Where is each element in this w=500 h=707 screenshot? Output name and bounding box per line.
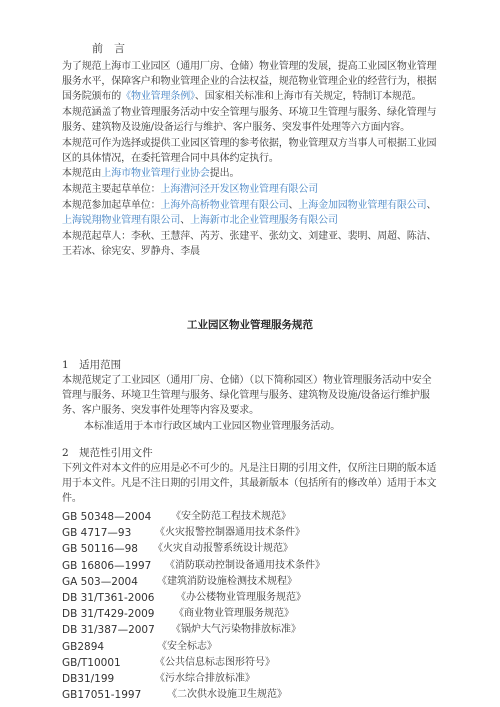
text: 国务院颁布的: [62, 91, 122, 102]
foreword-line: 区的具体情况，在委托管理合同中具体约定执行。: [62, 153, 279, 164]
company-link[interactable]: 上海新市北企业管理服务有限公司: [190, 215, 338, 226]
reference-item: [62, 559, 462, 573]
text: 本规范由: [62, 168, 102, 179]
reference-code: GB17051-1997: [62, 689, 142, 702]
section-line: 务、客户服务、突发事件处理等内容及要求。: [62, 405, 259, 416]
reference-item: [62, 672, 462, 686]
reference-code: GB2894: [62, 640, 105, 653]
reference-code: DB 31/T361-2006: [62, 592, 155, 604]
reference-title: 《火灾报警控制器通用技术条件》: [155, 527, 305, 539]
foreword-line: 王若冰、徐宪安、罗静舟、李晨: [62, 246, 200, 257]
reference-item: [62, 526, 462, 540]
reference-code: GB 16806—1997: [62, 559, 152, 572]
text: 本规范参加起草单位：: [62, 200, 161, 211]
foreword-line: 本规范涵盖了物业管理服务活动中安全管理与服务、环境卫生管理与服务、绿化管理与: [62, 107, 437, 118]
foreword-line: 服务、建筑物及设施/设备运行与维护、客户服务、突发事件处理等六方面内容。: [62, 122, 410, 133]
section-heading: 2 规范性引用文件: [62, 447, 153, 459]
reference-code: DB 31/387—2007: [62, 624, 155, 637]
text: 提出。: [209, 168, 240, 179]
reference-item: [62, 688, 462, 702]
company-link[interactable]: 上海漕河泾开发区物业管理有限公司: [160, 184, 319, 195]
document-title: 工业园区物业管理服务规范: [187, 319, 313, 331]
text: 、: [288, 200, 299, 211]
reference-code: GB 50116—98: [62, 543, 138, 556]
reference-code: GB 50348—2004: [62, 511, 152, 523]
reference-item: [62, 656, 462, 670]
foreword-line: [62, 214, 338, 228]
foreword-line: [62, 90, 421, 104]
reference-title: 《安全标志》: [157, 640, 217, 652]
reference-item: [62, 510, 462, 524]
reference-item: [62, 607, 462, 621]
text: 、: [180, 215, 191, 226]
foreword-line: 为了规范上海市工业园区（通用厂房、仓储）物业管理的发展，提高工业园区物业管理: [62, 61, 437, 72]
foreword-line: [62, 183, 318, 197]
reference-item: [62, 575, 462, 589]
section-line: 本规范规定了工业园区（通用厂房、仓储）（以下简称园区）物业管理服务活动中安全: [62, 375, 432, 386]
reference-item: [62, 591, 462, 605]
section-line: 本标准适用于本市行政区域内工业园区物业管理服务活动。: [84, 421, 341, 432]
foreword-line: 服务水平，保障客户和物业管理企业的合法权益，规范物业管理企业的经营行为，根据: [62, 76, 437, 87]
section-line: 件。: [62, 493, 82, 504]
reference-title: 《安全防范工程技术规范》: [171, 511, 291, 522]
association-link[interactable]: 上海市物业管理行业协会: [101, 168, 210, 179]
reference-code: DB 31/T429-2009: [62, 608, 155, 621]
company-link[interactable]: 上海外高桥物业管理有限公司: [160, 200, 289, 211]
foreword-heading: 前 言: [92, 42, 125, 55]
reference-item: [62, 542, 462, 556]
reference-title: 《办公楼物业管理服务规范》: [176, 592, 306, 603]
section-line: 管理与服务、环境卫生管理与服务、绿化管理与服务、建筑物及设施/设备运行维护服: [62, 390, 430, 401]
reference-item: [62, 623, 462, 637]
reference-code: GB 4717—93: [62, 527, 132, 540]
reference-title: 《火灾自动报警系统设计规范》: [153, 543, 293, 555]
reference-code: DB31/199: [62, 673, 115, 685]
reference-title: 《建筑消防设施检测技术规程》: [157, 575, 297, 587]
reference-title: 《二次供水设施卫生规范》: [167, 689, 287, 701]
section-heading: 1 适用范围: [62, 359, 122, 371]
text: 、: [426, 200, 437, 211]
foreword-line: 本规范可作为选择或提供工业园区管理的参考依据，物业管理双方当事人可根据工业园: [62, 138, 437, 149]
text: 本规范主要起草单位：: [62, 184, 161, 195]
reference-title: 《商业物业管理服务规范》: [174, 608, 294, 620]
section-line: 用于本文件。凡是不注日期的引用文件，其最新版本（包括所有的修改单）适用于本文: [62, 478, 437, 489]
foreword-line: 本规范起草人：李秋、王慧萍、芮芳、张建平、张幼文、刘建亚、裴明、周超、陈洁、: [62, 231, 437, 242]
reference-title: 《锅炉大气污染物排放标准》: [171, 624, 301, 636]
company-link[interactable]: 上海锐翔物业管理有限公司: [62, 215, 181, 226]
foreword-line: [62, 199, 436, 213]
foreword-line: [62, 167, 239, 181]
section-line: 下列文件对本文件的应用是必不可少的。凡是注日期的引用文件，仅所注日期的版本适: [62, 463, 437, 474]
regulation-link[interactable]: 《物业管理条例》: [121, 91, 195, 102]
reference-title: 《消防联动控制设备通用技术条件》: [165, 559, 325, 571]
reference-title: 《污水综合排放标准》: [155, 673, 255, 684]
text: 、国家相关标准和上海市有关规定，特制订本规范。: [194, 91, 422, 102]
reference-code: GB/T10001: [62, 656, 121, 669]
reference-title: 《公共信息标志图形符号》: [155, 656, 275, 668]
reference-code: GA 503—2004: [62, 575, 138, 588]
reference-item: [62, 640, 462, 654]
company-link[interactable]: 上海金加园物业管理有限公司: [298, 200, 427, 211]
